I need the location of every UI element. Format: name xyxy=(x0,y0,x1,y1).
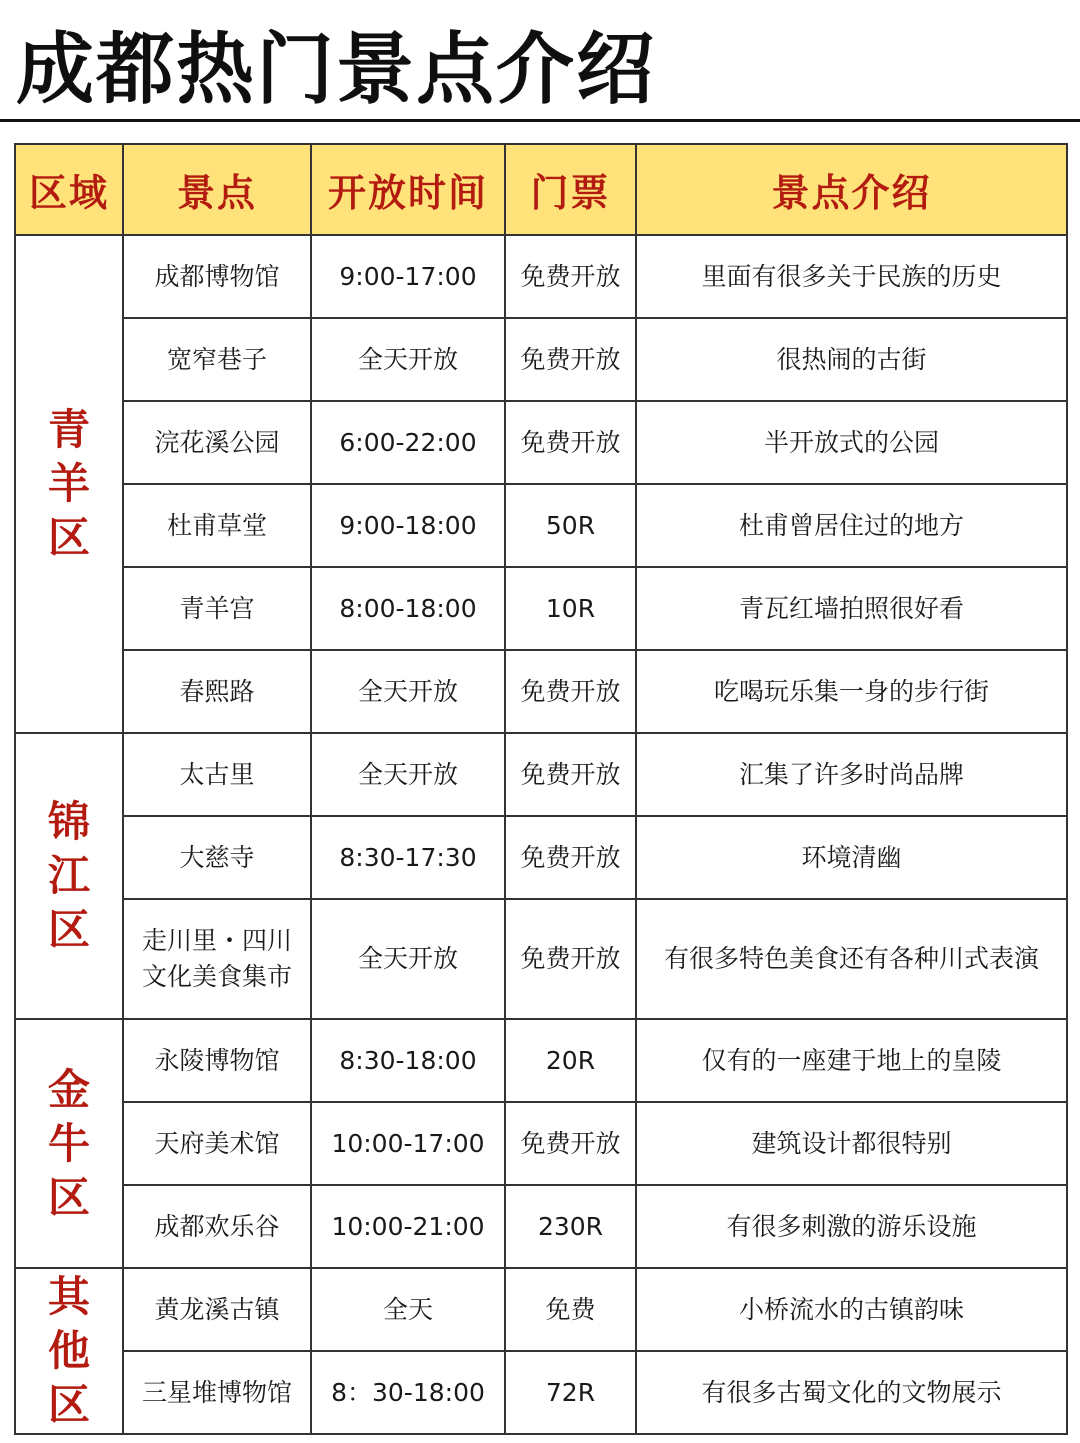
sight-intro: 有很多特色美食还有各种川式表演 xyxy=(636,899,1067,1019)
sight-intro: 仅有的一座建于地上的皇陵 xyxy=(636,1019,1067,1102)
district-cell xyxy=(15,1019,123,1268)
sight-name-cell xyxy=(123,899,311,1019)
sight-name: 天府美术馆 xyxy=(123,1102,311,1185)
table-row xyxy=(15,816,1067,899)
header-ticket: 门票 xyxy=(505,144,636,235)
sight-hours: 8:30-17:30 xyxy=(311,816,505,899)
sight-intro: 半开放式的公园 xyxy=(636,401,1067,484)
district-label: 其他区 xyxy=(47,1272,90,1429)
sight-intro: 青瓦红墙拍照很好看 xyxy=(636,567,1067,650)
sight-intro: 杜甫曾居住过的地方 xyxy=(636,484,1067,567)
sight-intro: 建筑设计都很特别 xyxy=(636,1102,1067,1185)
table-row xyxy=(15,899,1067,1019)
header-intro: 景点介绍 xyxy=(636,144,1067,235)
page-title: 成都热门景点介绍 xyxy=(16,25,657,115)
sight-name: 杜甫草堂 xyxy=(123,484,311,567)
table-row xyxy=(15,567,1067,650)
sight-name: 永陵博物馆 xyxy=(123,1019,311,1102)
sight-ticket: 50R xyxy=(505,484,636,567)
table-row xyxy=(15,1102,1067,1185)
sight-name: 浣花溪公园 xyxy=(123,401,311,484)
sight-hours: 全天开放 xyxy=(311,733,505,816)
sight-ticket: 免费开放 xyxy=(505,401,636,484)
sight-intro: 小桥流水的古镇韵味 xyxy=(636,1268,1067,1351)
sight-name: 春熙路 xyxy=(123,650,311,733)
sight-hours: 全天开放 xyxy=(311,899,505,1019)
sight-name: 成都博物馆 xyxy=(123,235,311,318)
sight-ticket: 20R xyxy=(505,1019,636,1102)
table-row xyxy=(15,401,1067,484)
district-label: 金牛区 xyxy=(47,1064,90,1222)
table-row xyxy=(15,1351,1067,1434)
header-hours: 开放时间 xyxy=(311,144,505,235)
sight-name: 太古里 xyxy=(123,733,311,816)
sight-hours: 全天开放 xyxy=(311,318,505,401)
sight-intro: 吃喝玩乐集一身的步行街 xyxy=(636,650,1067,733)
table-row xyxy=(15,318,1067,401)
sight-intro: 有很多古蜀文化的文物展示 xyxy=(636,1351,1067,1434)
table-header-row xyxy=(15,144,1067,235)
district-cell xyxy=(15,235,123,733)
sight-hours: 9:00-18:00 xyxy=(311,484,505,567)
sight-hours: 8：30-18:00 xyxy=(311,1351,505,1434)
table-row xyxy=(15,484,1067,567)
sight-intro: 环境清幽 xyxy=(636,816,1067,899)
header-district: 区域 xyxy=(15,144,123,235)
sight-hours: 全天 xyxy=(311,1268,505,1351)
sight-ticket: 免费开放 xyxy=(505,1102,636,1185)
district-cell xyxy=(15,733,123,1019)
sight-name: 成都欢乐谷 xyxy=(123,1185,311,1268)
sight-ticket: 230R xyxy=(505,1185,636,1268)
sight-intro: 里面有很多关于民族的历史 xyxy=(636,235,1067,318)
sights-table xyxy=(14,143,1068,1435)
district-label: 青羊区 xyxy=(47,405,90,562)
sight-hours: 10:00-17:00 xyxy=(311,1102,505,1185)
sight-ticket: 免费开放 xyxy=(505,816,636,899)
sight-intro: 很热闹的古街 xyxy=(636,318,1067,401)
table-row xyxy=(15,650,1067,733)
sight-ticket: 免费开放 xyxy=(505,733,636,816)
table-row xyxy=(15,1019,1067,1102)
sight-name: 宽窄巷子 xyxy=(123,318,311,401)
sight-ticket: 免费开放 xyxy=(505,235,636,318)
sight-ticket: 免费开放 xyxy=(505,899,636,1019)
sight-intro: 有很多刺激的游乐设施 xyxy=(636,1185,1067,1268)
sight-hours: 全天开放 xyxy=(311,650,505,733)
sight-name: 黄龙溪古镇 xyxy=(123,1268,311,1351)
table-row xyxy=(15,1268,1067,1351)
sight-intro: 汇集了许多时尚品牌 xyxy=(636,733,1067,816)
sight-ticket: 免费开放 xyxy=(505,318,636,401)
title-divider xyxy=(0,119,1080,122)
header-sight: 景点 xyxy=(123,144,311,235)
district-label: 锦江区 xyxy=(47,797,90,954)
sight-ticket: 10R xyxy=(505,567,636,650)
sight-name: 走川里・四川文化美食集市 xyxy=(141,926,292,991)
table-row xyxy=(15,1185,1067,1268)
district-cell xyxy=(15,1268,123,1434)
sight-hours: 8:00-18:00 xyxy=(311,567,505,650)
table-row xyxy=(15,235,1067,318)
sight-hours: 10:00-21:00 xyxy=(311,1185,505,1268)
sight-hours: 6:00-22:00 xyxy=(311,401,505,484)
sight-hours: 9:00-17:00 xyxy=(311,235,505,318)
sight-ticket: 免费 xyxy=(505,1268,636,1351)
sight-hours: 8:30-18:00 xyxy=(311,1019,505,1102)
sight-ticket: 免费开放 xyxy=(505,650,636,733)
sight-ticket: 72R xyxy=(505,1351,636,1434)
table-row xyxy=(15,733,1067,816)
sight-name: 青羊宫 xyxy=(123,567,311,650)
sight-name: 三星堆博物馆 xyxy=(123,1351,311,1434)
sight-name: 大慈寺 xyxy=(123,816,311,899)
